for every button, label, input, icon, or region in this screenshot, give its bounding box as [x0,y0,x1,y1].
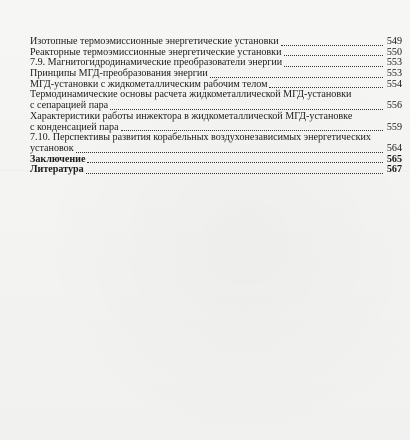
toc-leader-dots [86,172,383,174]
toc-leader-dots [76,151,383,153]
toc-leader-dots [110,108,383,110]
toc-entry-title: Характеристики работы инжектора в жидкометаллической МГД-установке [30,110,353,122]
toc-leader-dots [269,86,383,88]
toc-page-number: 550 [386,46,402,58]
toc-entry-title: Термодинамические основы расчета жидкометаллической МГД-установки [30,89,352,101]
toc-leader-dots [210,76,383,78]
toc-entry-title-continued: с конденсацией пара [30,121,119,133]
toc-entry-title-continued: установок [30,142,74,154]
table-of-contents [30,37,402,176]
toc-entry-title: 7.9. Магнитогидродинамические преобразователи энергии [30,57,283,69]
toc-page-number: 564 [386,142,402,154]
toc-page-number: 554 [386,78,402,90]
toc-entry-title-continued: с сепарацией пара [30,100,109,112]
toc-entry-title: 7.10. Перспективы развития корабельных воздухонезависимых энергетических [30,132,371,144]
toc-page-number: 556 [386,100,402,112]
toc-page-number: 553 [386,57,402,69]
toc-leader-dots [284,54,384,56]
toc-leader-dots [281,44,383,46]
toc-page-number: 553 [386,68,402,80]
toc-entry [30,155,402,166]
toc-entry [30,90,402,111]
toc-leader-dots [284,65,383,67]
toc-leader-dots [87,161,383,163]
toc-page-number: 559 [386,121,402,133]
paper-shading [0,170,410,171]
toc-page-number: 565 [386,153,402,165]
toc-entry-title: Реакторные термоэмиссионные энергетические установки [30,46,282,58]
toc-page-number: 549 [386,35,402,47]
toc-page-number: 567 [386,164,402,176]
toc-entry-title: МГД-установки с жидкометаллическим рабочим телом [30,78,268,90]
toc-entry [30,112,402,133]
toc-leader-dots [121,129,383,131]
toc-entry-title: Принципы МГД-преобразования энергии [30,68,208,80]
toc-entry [30,133,402,154]
toc-entry-title: Изотопные термоэмиссионные энергетические установки [30,35,279,47]
toc-entry-title: Заключение [30,153,86,165]
toc-entry-title: Литература [30,164,84,176]
